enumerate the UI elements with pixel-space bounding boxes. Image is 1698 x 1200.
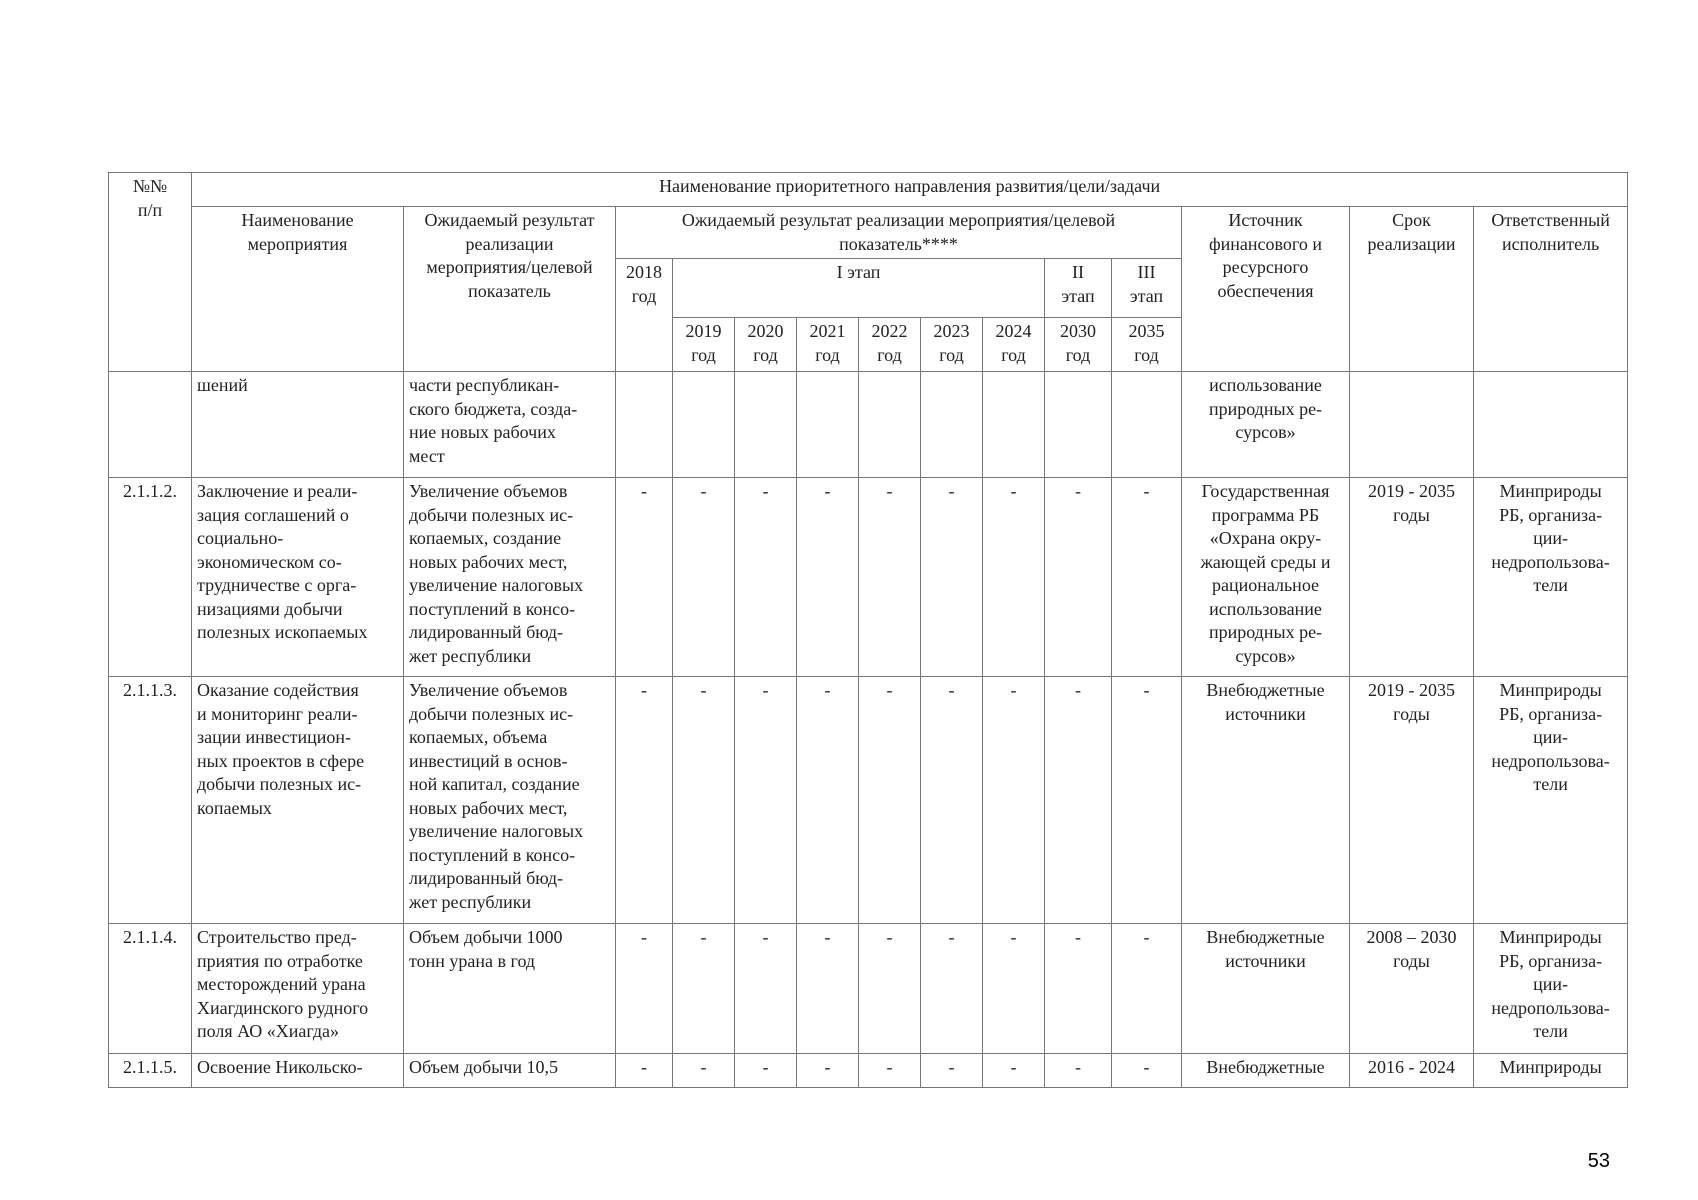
indicator-value-cell: -	[921, 924, 983, 1054]
header-year-2023: 2023 год	[921, 318, 983, 372]
header-number: №№ п/п	[109, 173, 192, 372]
funding-source-cell: использование природных ре- сурсов»	[1182, 372, 1350, 478]
responsible-cell: Минприроды РБ, организа- ции- недропользова- тели	[1474, 924, 1628, 1054]
measure-name-cell: Оказание содействия и мониторинг реали- зации инвестицион- ных проектов в сфере добычи полезных ис- копаемых	[192, 677, 404, 924]
row-number: 2.1.1.5.	[109, 1054, 192, 1088]
header-year-2018: 2018 год	[616, 259, 673, 372]
page-number: 53	[1587, 1150, 1610, 1172]
header-stage-2: II этап	[1045, 259, 1112, 318]
header-priority-direction: Наименование приоритетного направления развития/цели/задачи	[192, 173, 1628, 207]
indicator-value-cell: -	[616, 924, 673, 1054]
indicator-value-cell: -	[735, 924, 797, 1054]
table-row	[109, 478, 1628, 677]
indicator-value-cell	[616, 372, 673, 478]
header-measure-name: Наименование мероприятия	[192, 207, 404, 372]
expected-result-cell: Объем добычи 1000 тонн урана в год	[404, 924, 616, 1054]
header-indicator-group: Ожидаемый результат реализации мероприятия/целевой показатель****	[616, 207, 1182, 259]
header-expected-result: Ожидаемый результат реализации мероприятия/целевой показатель	[404, 207, 616, 372]
indicator-value-cell: -	[1112, 924, 1182, 1054]
indicator-value-cell: -	[859, 1054, 921, 1088]
header-year-2035: 2035 год	[1112, 318, 1182, 372]
period-cell	[1350, 372, 1474, 478]
indicator-value-cell	[797, 372, 859, 478]
indicator-value-cell: -	[673, 478, 735, 677]
indicator-value-cell: -	[1045, 924, 1112, 1054]
header-year-2021: 2021 год	[797, 318, 859, 372]
indicator-value-cell	[983, 372, 1045, 478]
indicator-value-cell: -	[616, 478, 673, 677]
indicator-value-cell: -	[1112, 1054, 1182, 1088]
header-year-2030: 2030 год	[1045, 318, 1112, 372]
period-cell: 2008 – 2030 годы	[1350, 924, 1474, 1054]
row-number: 2.1.1.4.	[109, 924, 192, 1054]
indicator-value-cell: -	[673, 677, 735, 924]
responsible-cell: Минприроды РБ, организа- ции- недропользова- тели	[1474, 478, 1628, 677]
indicator-value-cell: -	[921, 1054, 983, 1088]
indicator-value-cell: -	[1045, 677, 1112, 924]
measure-name-cell: Освоение Никольско-	[192, 1054, 404, 1088]
indicator-value-cell: -	[1045, 1054, 1112, 1088]
indicator-value-cell: -	[921, 478, 983, 677]
indicator-value-cell: -	[673, 1054, 735, 1088]
responsible-cell: Минприроды РБ, организа- ции- недропользова- тели	[1474, 677, 1628, 924]
row-number: 2.1.1.2.	[109, 478, 192, 677]
indicator-value-cell: -	[797, 478, 859, 677]
period-cell: 2019 - 2035 годы	[1350, 478, 1474, 677]
row-number	[109, 372, 192, 478]
indicator-value-cell: -	[983, 677, 1045, 924]
table-row	[109, 677, 1628, 924]
expected-result-cell: части республикан- ского бюджета, созда- ние новых рабочих мест	[404, 372, 616, 478]
indicator-value-cell: -	[616, 1054, 673, 1088]
header-stage-1: I этап	[673, 259, 1045, 318]
header-implementation-period: Срок реализации	[1350, 207, 1474, 372]
indicator-value-cell	[859, 372, 921, 478]
indicator-value-cell	[735, 372, 797, 478]
indicator-value-cell	[673, 372, 735, 478]
table-row	[109, 372, 1628, 478]
header-year-2019: 2019 год	[673, 318, 735, 372]
indicator-value-cell: -	[983, 1054, 1045, 1088]
expected-result-cell: Увеличение объемов добычи полезных ис- копаемых, создание новых рабочих мест, увеличение налоговых поступлений в консо- лидированный бюд- жет республики	[404, 478, 616, 677]
funding-source-cell: Государственная программа РБ «Охрана окру- жающей среды и рациональное использование природных ре- сурсов»	[1182, 478, 1350, 677]
indicator-value-cell: -	[921, 677, 983, 924]
indicator-value-cell: -	[735, 1054, 797, 1088]
funding-source-cell: Внебюджетные источники	[1182, 924, 1350, 1054]
header-year-2022: 2022 год	[859, 318, 921, 372]
indicator-value-cell: -	[616, 677, 673, 924]
table-body	[109, 372, 1628, 1088]
responsible-cell	[1474, 372, 1628, 478]
indicator-value-cell: -	[735, 677, 797, 924]
header-responsible: Ответственный исполнитель	[1474, 207, 1628, 372]
header-year-2020: 2020 год	[735, 318, 797, 372]
table-row	[109, 924, 1628, 1054]
indicator-value-cell: -	[1112, 677, 1182, 924]
indicator-value-cell: -	[797, 924, 859, 1054]
indicator-value-cell	[1112, 372, 1182, 478]
funding-source-cell: Внебюджетные	[1182, 1054, 1350, 1088]
period-cell: 2019 - 2035 годы	[1350, 677, 1474, 924]
responsible-cell: Минприроды	[1474, 1054, 1628, 1088]
measure-name-cell: шений	[192, 372, 404, 478]
action-plan-table	[108, 172, 1628, 1088]
expected-result-cell: Объем добычи 10,5	[404, 1054, 616, 1088]
row-number: 2.1.1.3.	[109, 677, 192, 924]
header-stage-3: III этап	[1112, 259, 1182, 318]
indicator-value-cell: -	[859, 924, 921, 1054]
funding-source-cell: Внебюджетные источники	[1182, 677, 1350, 924]
indicator-value-cell: -	[1045, 478, 1112, 677]
indicator-value-cell	[921, 372, 983, 478]
indicator-value-cell: -	[673, 924, 735, 1054]
indicator-value-cell: -	[735, 478, 797, 677]
indicator-value-cell: -	[859, 677, 921, 924]
indicator-value-cell: -	[983, 924, 1045, 1054]
measure-name-cell: Строительство пред- приятия по отработке месторождений урана Хиагдинского рудного поля АО «Хиагда»	[192, 924, 404, 1054]
period-cell: 2016 - 2024	[1350, 1054, 1474, 1088]
indicator-value-cell: -	[983, 478, 1045, 677]
indicator-value-cell	[1045, 372, 1112, 478]
table-row	[109, 1054, 1628, 1088]
header-funding-source: Источник финансового и ресурсного обеспечения	[1182, 207, 1350, 372]
measure-name-cell: Заключение и реали- зация соглашений о социально- экономическом со- трудничестве с орга- низациями добычи полезных ископаемых	[192, 478, 404, 677]
header-year-2024: 2024 год	[983, 318, 1045, 372]
expected-result-cell: Увеличение объемов добычи полезных ис- копаемых, объема инвестиций в основ- ной капитал, создание новых рабочих мест, увеличение налоговых поступлений в консо- лидированный бюд- жет республики	[404, 677, 616, 924]
indicator-value-cell: -	[797, 677, 859, 924]
indicator-value-cell: -	[1112, 478, 1182, 677]
indicator-value-cell: -	[859, 478, 921, 677]
indicator-value-cell: -	[797, 1054, 859, 1088]
